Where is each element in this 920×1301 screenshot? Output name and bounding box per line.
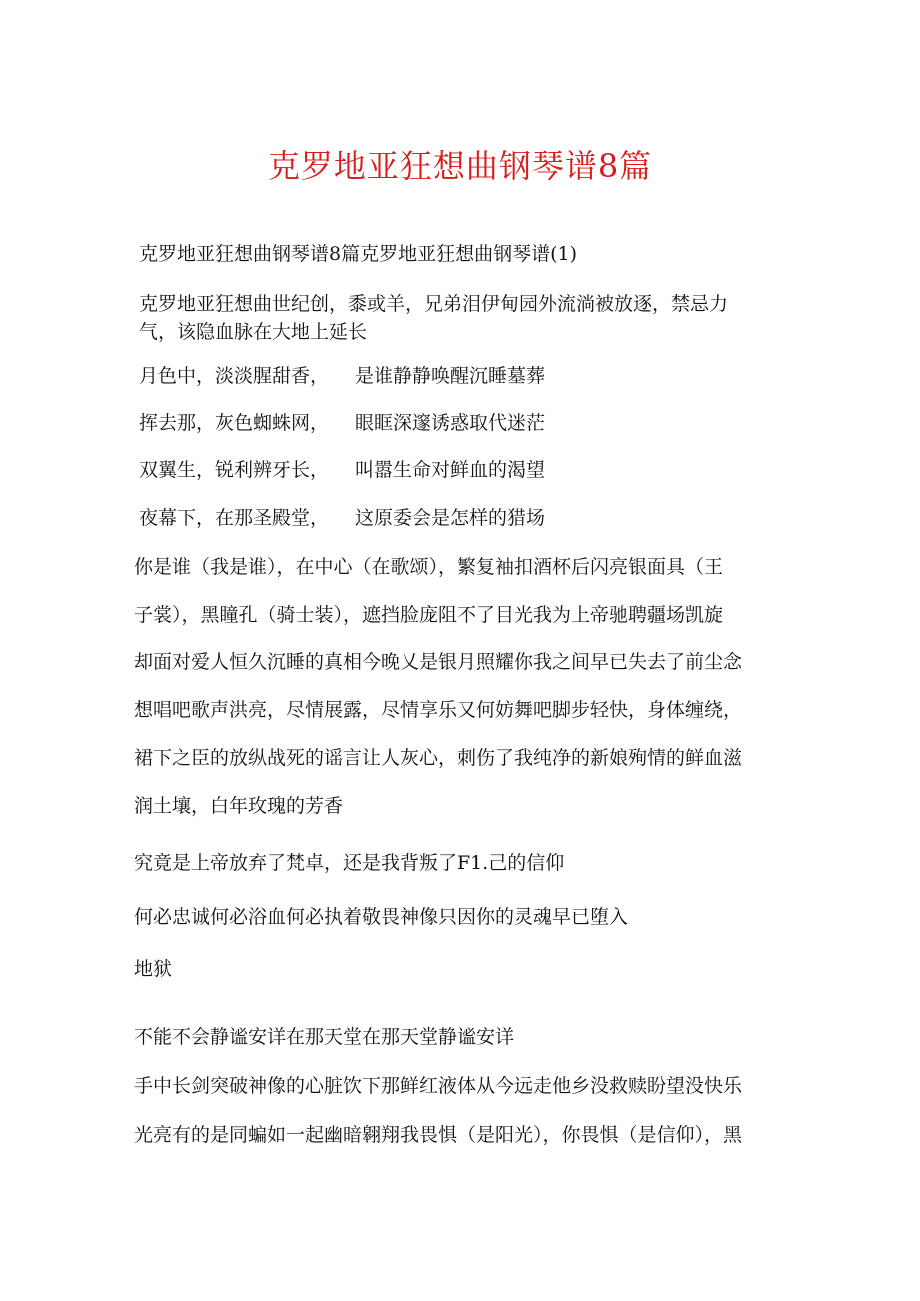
intro-line-1: 克罗地亚狂想曲世纪创，黍或羊，兄弟泪伊甸园外流淌被放逐，禁忌力 bbox=[139, 293, 729, 315]
verse-line bbox=[139, 410, 619, 436]
verse-first-half: 双翼生，锐利辨牙长， bbox=[139, 459, 330, 481]
lyric-line: 子裳），黑瞳孔（骑士装），遮挡脸庞阻不了目光我为上帝驰聘疆场凯旋 bbox=[134, 604, 724, 626]
lyric-line: 何必忠诚何必浴血何必执着敬畏神像只因你的灵魂早已堕入 bbox=[134, 906, 629, 928]
lyric-line: 光亮有的是同蝙如一起幽暗翱翔我畏惧（是阳光），你畏惧（是信仰），黑 bbox=[134, 1124, 743, 1146]
verse-line bbox=[139, 457, 619, 483]
verse-second-half: 是谁静静唤醒沉睡墓葬 bbox=[355, 365, 546, 387]
verse-second-half: 叫嚣生命对鲜血的渴望 bbox=[355, 459, 546, 481]
document-title: 克罗地亚狂想曲钢琴谱8篇 bbox=[267, 147, 653, 185]
lyric-line: 不能不会静谧安详在那天堂在那天堂静谧安详 bbox=[134, 1026, 515, 1048]
verse-second-half: 这原委会是怎样的猎场 bbox=[355, 507, 546, 529]
lyric-line: 却面对爱人恒久沉睡的真相今晚乂是银月照耀你我之间早已失去了前尘念 bbox=[134, 651, 743, 673]
lyric-line: 想唱吧歌声洪亮，尽情展露，尽情享乐又何妨舞吧脚步轻快，身体缠绕， bbox=[134, 699, 743, 721]
verse-line bbox=[139, 505, 619, 531]
lyric-line: 究竟是上帝放弃了梵卓，还是我背叛了F1.己的信仰 bbox=[134, 852, 565, 874]
verse-first-half: 月色中，淡淡腥甜香， bbox=[139, 365, 330, 387]
verse-first-half: 挥去那，灰色蜘蛛网， bbox=[139, 412, 330, 434]
lyric-line: 手中长剑突破神像的心脏饮下那鲜红液体从今远走他乡没救赎盼望没快乐 bbox=[134, 1075, 743, 1097]
intro-line-2: 气，该隐血脉在大地上延长 bbox=[139, 321, 368, 343]
verse-first-half: 夜幕下，在那圣殿堂， bbox=[139, 507, 330, 529]
lyric-line: 地狱 bbox=[134, 958, 173, 980]
lyric-line: 你是谁（我是谁），在中心（在歌颂），繁复袖扣酒杯后闪亮银面具（王 bbox=[134, 556, 724, 578]
lyric-line: 润土壤，白年玫瑰的芳香 bbox=[134, 795, 344, 817]
lyric-line: 裙下之臣的放纵战死的谣言让人灰心，刺伤了我纯净的新娘殉情的鲜血滋 bbox=[134, 747, 743, 769]
verse-second-half: 眼眶深邃诱惑取代迷茫 bbox=[355, 412, 546, 434]
document-subtitle: 克罗地亚狂想曲钢琴谱8篇克罗地亚狂想曲钢琴谱(1) bbox=[139, 243, 578, 265]
verse-line bbox=[139, 363, 619, 389]
